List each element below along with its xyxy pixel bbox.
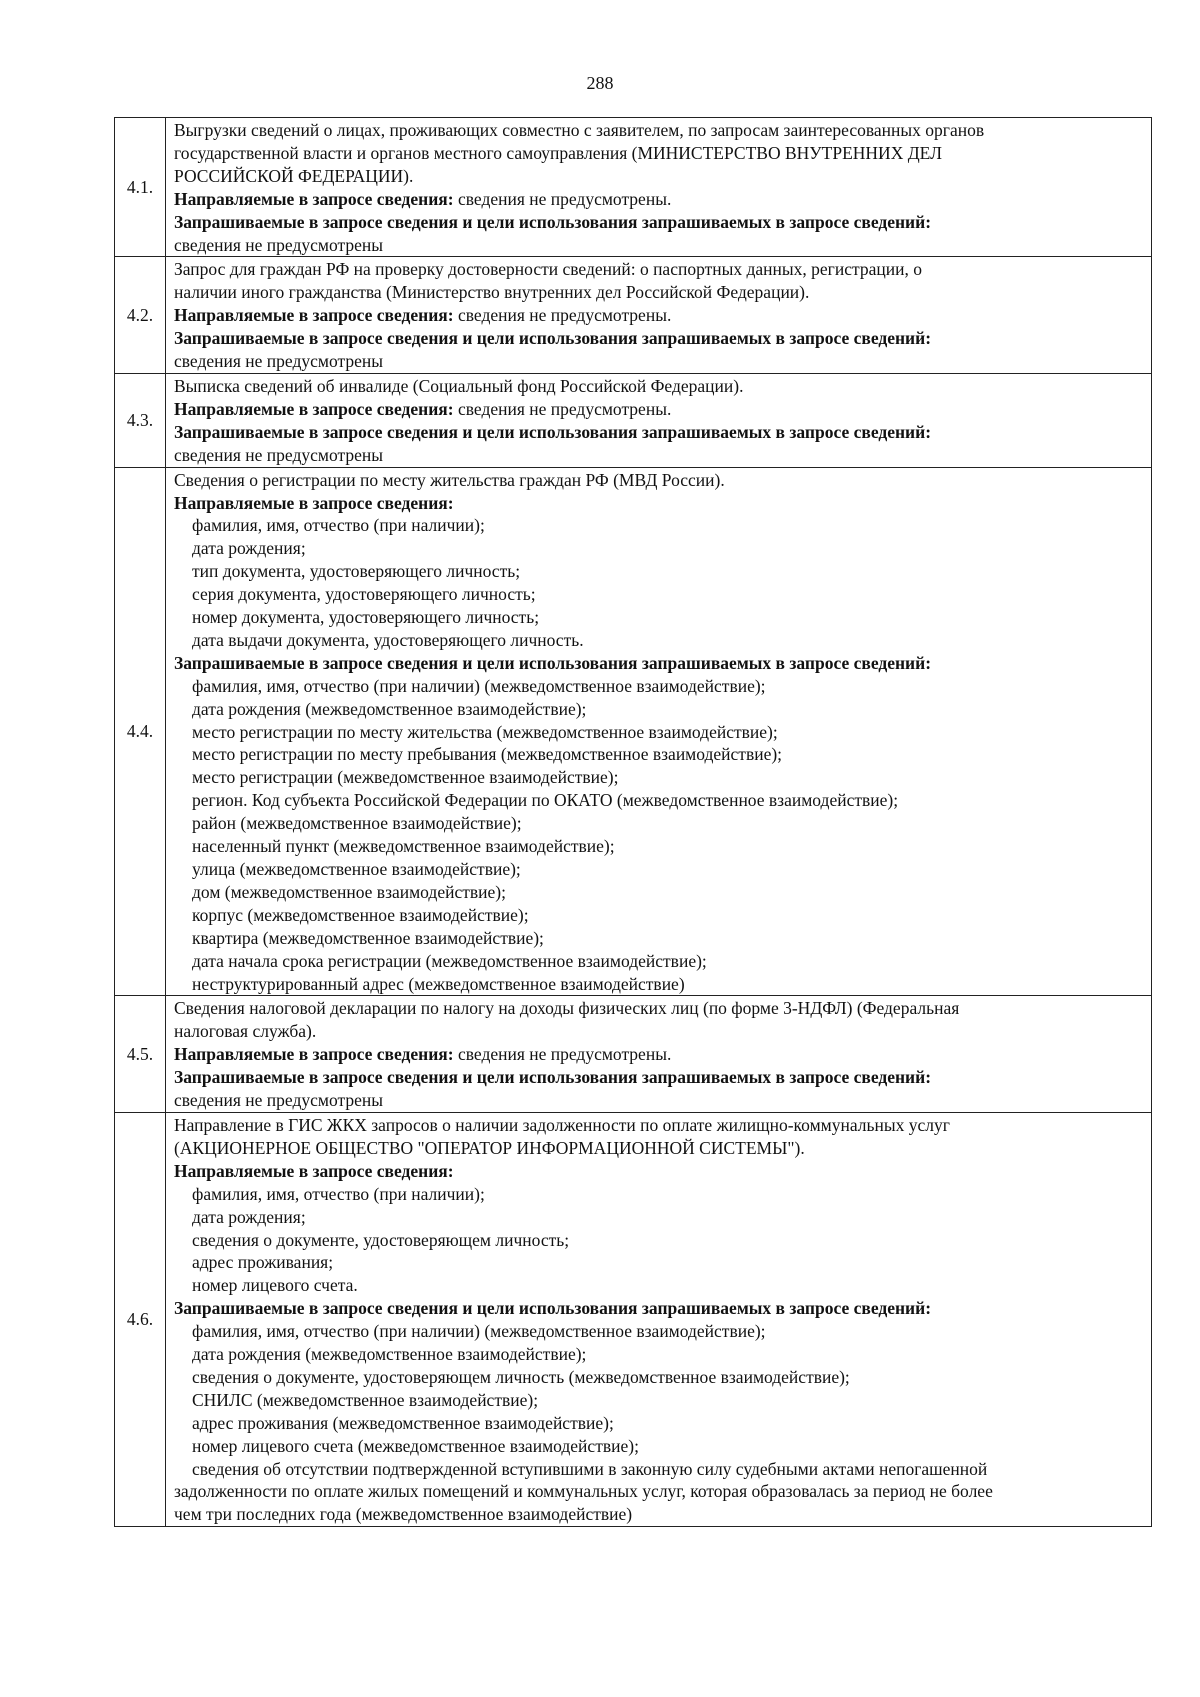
requested-label: Запрашиваемые в запросе сведения и цели использования запрашиваемых в запросе сведений: bbox=[174, 421, 932, 442]
sent-item: фамилия, имя, отчество (при наличии); bbox=[192, 515, 485, 536]
requested-item: дата начала срока регистрации (межведомственное взаимодействие); bbox=[192, 950, 707, 971]
requested-final-line: сведения об отсутствии подтвержденной вступившими в законную силу судебными актами непогашенной bbox=[192, 1458, 988, 1479]
sent-value: сведения не предусмотрены. bbox=[453, 1044, 672, 1065]
requested-final-line: чем три последних года (межведомственное взаимодействие) bbox=[174, 1504, 633, 1525]
row-number: 4.4. bbox=[115, 467, 166, 996]
requested-item: неструктурированный адрес (межведомственное взаимодействие) bbox=[192, 973, 685, 994]
requested-value: сведения не предусмотрены bbox=[174, 351, 383, 372]
requested-label: Запрашиваемые в запросе сведения и цели использования запрашиваемых в запросе сведений: bbox=[174, 652, 932, 673]
row-number: 4.3. bbox=[115, 373, 166, 467]
sent-item: тип документа, удостоверяющего личность; bbox=[192, 561, 521, 582]
sent-info bbox=[174, 188, 1145, 211]
row-title-line: Выписка сведений об инвалиде (Социальный фонд Российской Федерации). bbox=[174, 375, 744, 396]
sent-label: Направляемые в запросе сведения: bbox=[174, 1160, 454, 1181]
row-number: 4.2. bbox=[115, 257, 166, 374]
requested-item: адрес проживания (межведомственное взаимодействие); bbox=[192, 1412, 614, 1433]
row-title-line: РОССИЙСКОЙ ФЕДЕРАЦИИ). bbox=[174, 165, 414, 186]
sent-value: сведения не предусмотрены. bbox=[453, 188, 672, 209]
sent-info bbox=[174, 1043, 1145, 1066]
row-number: 4.1. bbox=[115, 118, 166, 257]
row-title-line: Запрос для граждан РФ на проверку достоверности сведений: о паспортных данных, регистрации, о bbox=[174, 259, 922, 280]
sent-label: Направляемые в запросе сведения: bbox=[174, 305, 454, 326]
row-title-line: наличии иного гражданства (Министерство внутренних дел Российской Федерации). bbox=[174, 282, 810, 303]
page-number: 288 bbox=[586, 73, 614, 93]
sent-item: фамилия, имя, отчество (при наличии); bbox=[192, 1183, 485, 1204]
sent-info bbox=[174, 398, 1145, 421]
requested-item: корпус (межведомственное взаимодействие); bbox=[192, 904, 529, 925]
requested-item: улица (межведомственное взаимодействие); bbox=[192, 859, 521, 879]
table-row bbox=[115, 257, 1152, 374]
sent-item: серия документа, удостоверяющего личность; bbox=[192, 584, 536, 605]
requested-item: место регистрации по месту пребывания (межведомственное взаимодействие); bbox=[192, 744, 783, 765]
sent-label: Направляемые в запросе сведения: bbox=[174, 492, 454, 513]
sent-label: Направляемые в запросе сведения: bbox=[174, 188, 454, 209]
sent-label: Направляемые в запросе сведения: bbox=[174, 1044, 454, 1065]
requested-item: место регистрации по месту жительства (межведомственное взаимодействие); bbox=[192, 721, 778, 742]
row-content bbox=[166, 373, 1152, 467]
row-number: 4.6. bbox=[115, 1112, 166, 1526]
sent-item: номер документа, удостоверяющего личность; bbox=[192, 607, 540, 628]
row-title-line: государственной власти и органов местного самоуправления (МИНИСТЕРСТВО ВНУТРЕННИХ ДЕЛ bbox=[174, 142, 942, 163]
sent-label: Направляемые в запросе сведения: bbox=[174, 398, 454, 419]
sent-item: сведения о документе, удостоверяющем личность; bbox=[192, 1229, 570, 1250]
row-title-line: Направление в ГИС ЖКХ запросов о наличии задолженности по оплате жилищно-коммунальных услуг bbox=[174, 1114, 950, 1135]
row-title-line: Сведения о регистрации по месту жительства граждан РФ (МВД России). bbox=[174, 469, 725, 490]
requested-item: сведения о документе, удостоверяющем личность (межведомственное взаимодействие); bbox=[192, 1366, 850, 1387]
row-title-line: Выгрузки сведений о лицах, проживающих совместно с заявителем, по запросам заинтересованных органов bbox=[174, 120, 985, 140]
requested-item: СНИЛС (межведомственное взаимодействие); bbox=[192, 1389, 539, 1410]
requested-value: сведения не предусмотрены bbox=[174, 234, 383, 255]
requested-label: Запрашиваемые в запросе сведения и цели использования запрашиваемых в запросе сведений: bbox=[174, 1298, 932, 1319]
row-title-line: налоговая служба). bbox=[174, 1021, 317, 1042]
requested-label: Запрашиваемые в запросе сведения и цели использования запрашиваемых в запросе сведений: bbox=[174, 211, 932, 232]
row-content bbox=[166, 257, 1152, 374]
requested-item: номер лицевого счета (межведомственное взаимодействие); bbox=[192, 1435, 639, 1456]
table-row bbox=[115, 373, 1152, 467]
table-row bbox=[115, 118, 1152, 257]
sent-item: номер лицевого счета. bbox=[192, 1275, 358, 1296]
row-title-line: Сведения налоговой декларации по налогу на доходы физических лиц (по форме 3-НДФЛ) (Федеральная bbox=[174, 998, 960, 1019]
row-content bbox=[166, 118, 1152, 257]
sent-item: дата рождения; bbox=[192, 1206, 306, 1227]
sent-value: сведения не предусмотрены. bbox=[453, 305, 672, 326]
requested-final-line: задолженности по оплате жилых помещений и коммунальных услуг, которая образовалась за период не более bbox=[174, 1481, 993, 1502]
row-content bbox=[166, 1112, 1152, 1526]
requested-item: регион. Код субъекта Российской Федерации по ОКАТО (межведомственное взаимодействие); bbox=[192, 790, 899, 811]
requested-item: фамилия, имя, отчество (при наличии) (межведомственное взаимодействие); bbox=[192, 675, 766, 696]
sent-info bbox=[174, 304, 1145, 327]
table-row bbox=[115, 467, 1152, 996]
requested-item: населенный пункт (межведомственное взаимодействие); bbox=[192, 836, 615, 857]
row-content bbox=[166, 996, 1152, 1113]
sent-item: адрес проживания; bbox=[192, 1252, 334, 1273]
requests-table bbox=[114, 117, 1152, 1527]
row-title-line: (АКЦИОНЕРНОЕ ОБЩЕСТВО "ОПЕРАТОР ИНФОРМАЦИОННОЙ СИСТЕМЫ"). bbox=[174, 1137, 805, 1158]
table-row bbox=[115, 1112, 1152, 1526]
requested-item: дата рождения (межведомственное взаимодействие); bbox=[192, 1344, 587, 1365]
requested-label: Запрашиваемые в запросе сведения и цели использования запрашиваемых в запросе сведений: bbox=[174, 1067, 932, 1088]
requested-value: сведения не предусмотрены bbox=[174, 444, 383, 465]
sent-item: дата рождения; bbox=[192, 538, 306, 559]
requested-item: район (межведомственное взаимодействие); bbox=[192, 813, 522, 834]
table-row bbox=[115, 996, 1152, 1113]
row-content bbox=[166, 467, 1152, 996]
requested-item: фамилия, имя, отчество (при наличии) (межведомственное взаимодействие); bbox=[192, 1321, 766, 1342]
requested-item: дом (межведомственное взаимодействие); bbox=[192, 881, 506, 902]
requested-item: дата рождения (межведомственное взаимодействие); bbox=[192, 698, 587, 719]
requested-item: место регистрации (межведомственное взаимодействие); bbox=[192, 767, 619, 788]
sent-value: сведения не предусмотрены. bbox=[453, 398, 672, 419]
requested-value: сведения не предусмотрены bbox=[174, 1090, 383, 1111]
row-number: 4.5. bbox=[115, 996, 166, 1113]
requested-item: квартира (межведомственное взаимодействие); bbox=[192, 927, 544, 948]
sent-item: дата выдачи документа, удостоверяющего личность. bbox=[192, 629, 584, 650]
requested-label: Запрашиваемые в запросе сведения и цели использования запрашиваемых в запросе сведений: bbox=[174, 328, 932, 349]
